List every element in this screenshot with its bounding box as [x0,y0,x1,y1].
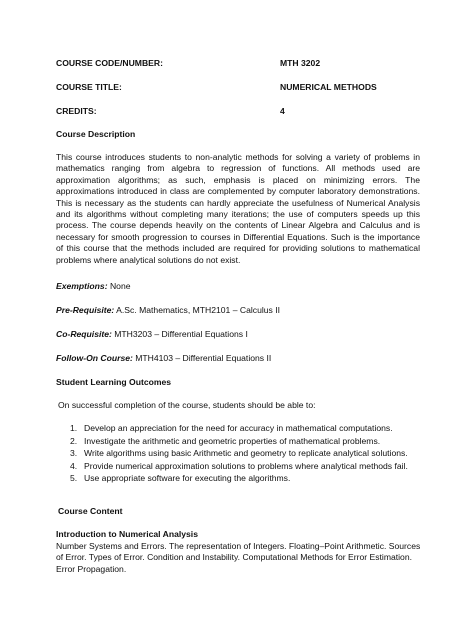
exemptions-line [56,281,131,292]
corequisite-label: Co-Requisite: [56,329,112,339]
list-item: 5. Use appropriate software for executing the algorithms. [70,473,291,484]
exemptions-label: Exemptions: [56,281,108,291]
follow-on-line [56,353,271,364]
follow-on-label: Follow-On Course: [56,353,133,363]
learning-outcomes-intro: On successful completion of the course, students should be able to: [58,400,316,410]
course-description-text: This course introduces students to non-analytic methods for solving a variety of problems in mathematics ranging from algebra to regression of functions. All methods used are approximation algorithms; as such, emphasis is placed on minimizing errors. The approximations introduced in class are complemented by computer laboratory demonstrations. This is necessary as the students can hardly appreciate the usefulness of Numerical Analysis and its algorithms without completing many iterations; the use of computers speeds up this process. The course depends heavily on the contents of Linear Algebra and Calculus and is necessary for smooth progression to courses in Differential Equations. Such is the importance of this course that the methods included are required for providing solutions to mathematical problems where analytical solutions do not exist. [56,152,420,265]
course-description-heading: Course Description [56,129,136,139]
list-item: 3. Write algorithms using basic Arithmetic and geometry to replicate analytical solutions. [70,448,408,459]
prerequisite-label: Pre-Requisite: [56,305,115,315]
learning-outcomes-heading: Student Learning Outcomes [56,377,172,387]
credits-label: CREDITS: [56,106,97,116]
course-content-subheading: Introduction to Numerical Analysis [56,529,198,539]
learning-outcomes-list [70,423,440,486]
list-item: 1. Develop an appreciation for the need for accuracy in mathematical computations. [70,423,393,433]
list-item: 4. Provide numerical approximation solutions to problems where analytical methods fail. [70,460,408,471]
list-item: 2. Investigate the arithmetic and geometric properties of mathematical problems. [70,435,381,446]
course-title-value: NUMERICAL METHODS [280,82,377,92]
exemptions-value: None [107,281,131,291]
follow-on-value: MTH4103 – Differential Equations II [132,353,272,363]
prerequisite-value: A.Sc. Mathematics, MTH2101 – Calculus II [114,305,280,315]
course-code-value: MTH 3202 [280,58,321,68]
corequisite-line [56,329,248,340]
prerequisite-line [56,305,280,316]
corequisite-value: MTH3203 – Differential Equations I [111,329,248,339]
course-code-label: COURSE CODE/NUMBER: [56,58,163,68]
course-content-text: Number Systems and Errors. The representation of Integers. Floating–Point Arithmetic. Sources of Error. Types of Error. Condition and Instability. Computational Methods for Error Estimation. Error Propagation. [56,541,421,574]
course-content-heading: Course Content [58,506,123,516]
course-title-label: COURSE TITLE: [56,82,122,92]
credits-value: 4 [280,106,285,116]
